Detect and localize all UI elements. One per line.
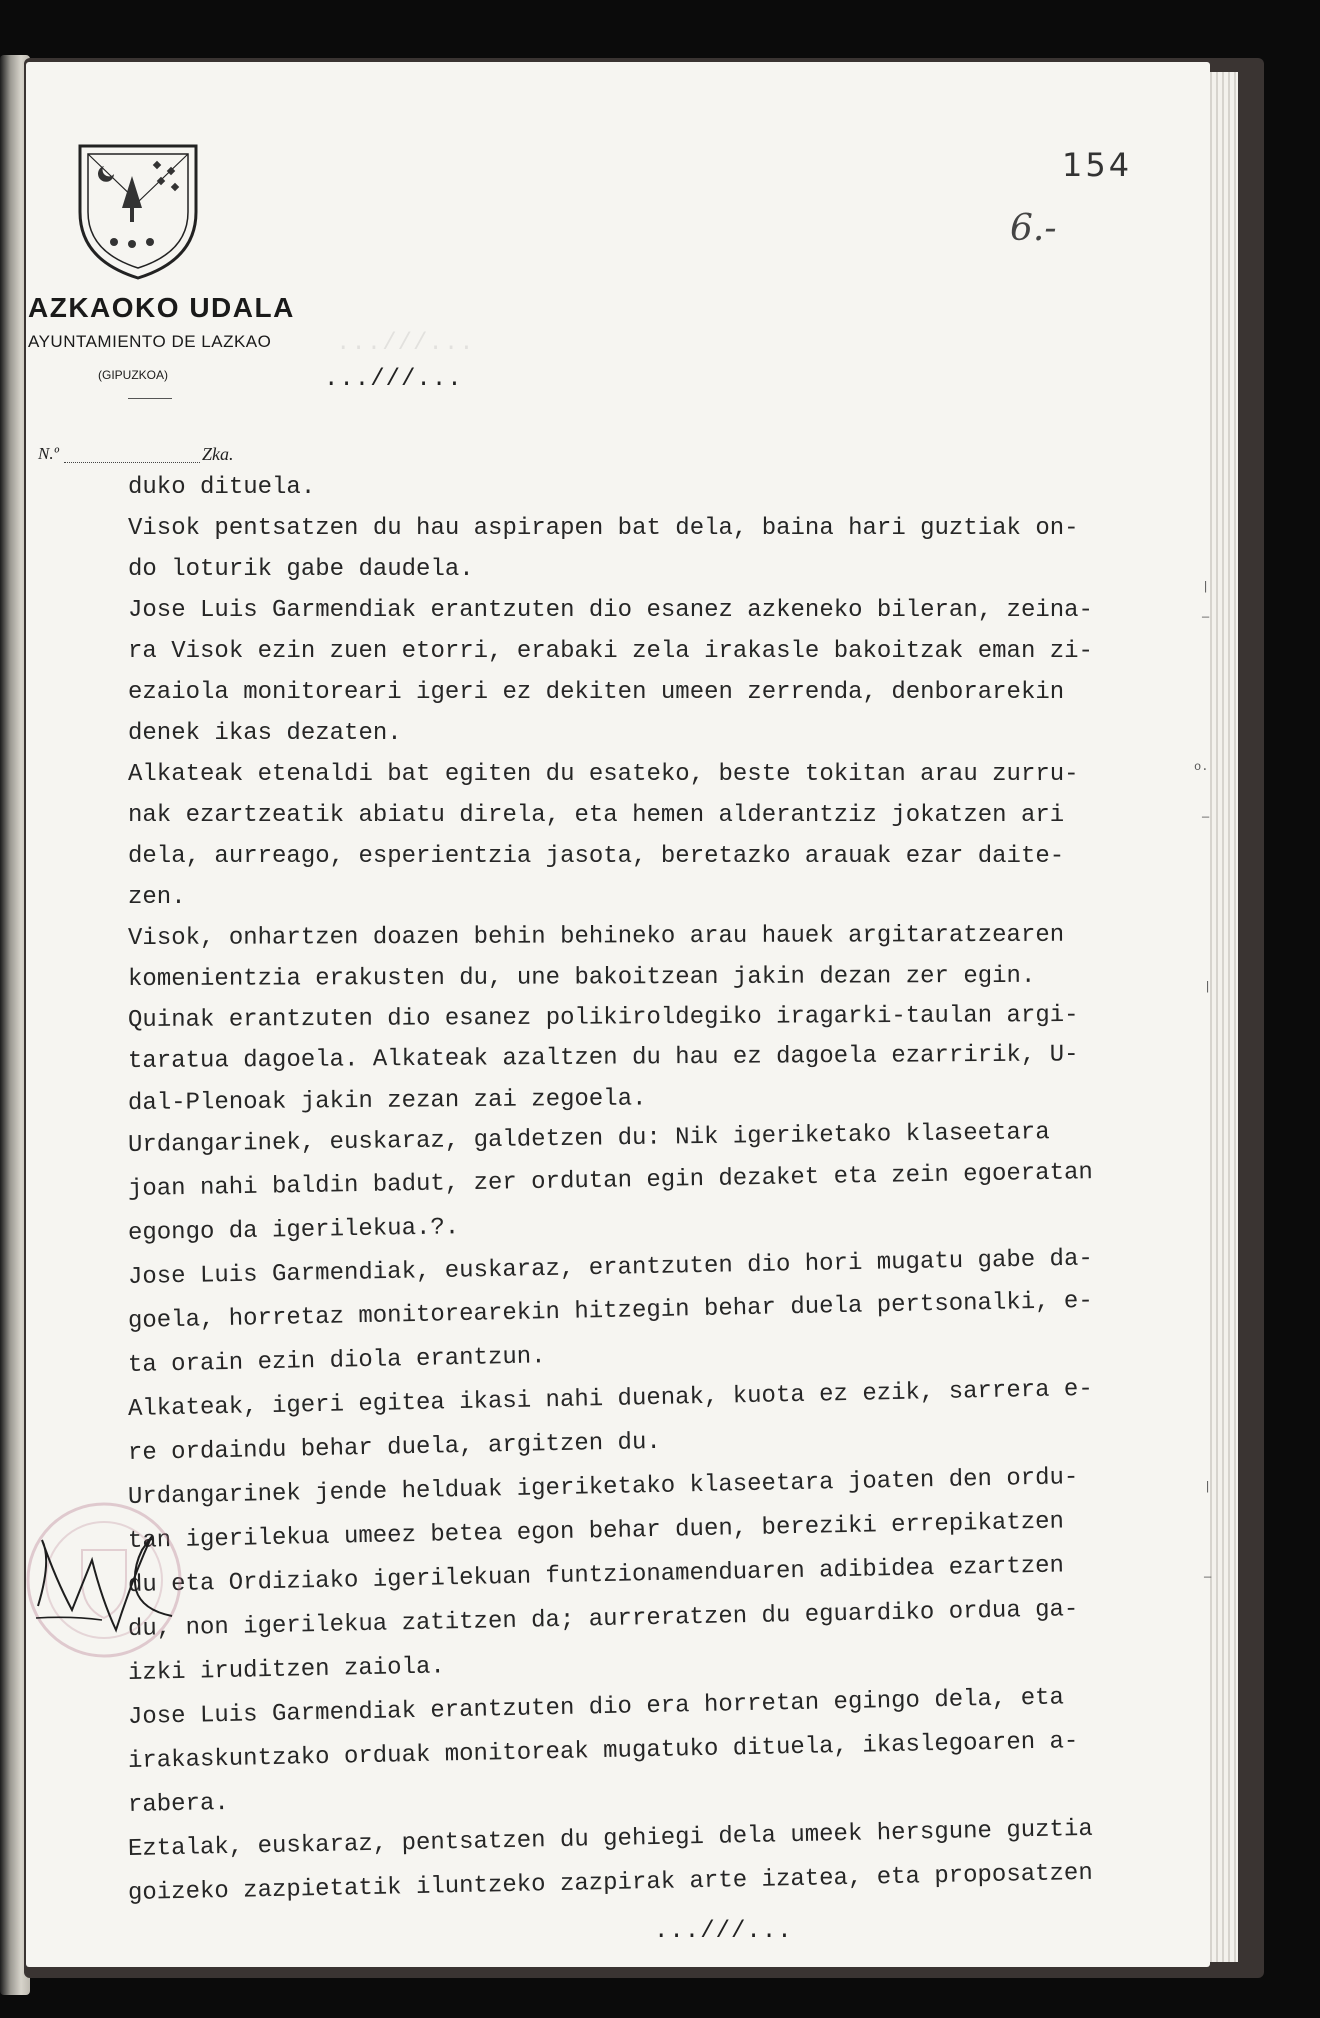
text-line: joan nahi baldin badut, zer ordutan egin dezaket eta zein egoeratan xyxy=(127,1159,1094,1203)
text-line: du eta Ordiziako igerilekuan funtzionamenduaren adibidea ezartzen xyxy=(127,1552,1065,1599)
continuation-mark-top: ...///... xyxy=(324,366,463,393)
org-subtitle: AYUNTAMIENTO DE LAZKAO xyxy=(28,332,272,351)
text-line: ta orain ezin diola erantzun. xyxy=(127,1343,546,1379)
text-line: ra Visok ezin zuen etorri, erabaki zela irakasle bakoitzak eman zi- xyxy=(128,638,1093,665)
text-line: Eztalak, euskaraz, pentsatzen du gehiegi dela umeek hersgune guztia xyxy=(127,1815,1094,1863)
org-divider xyxy=(128,398,172,399)
text-line: rabera. xyxy=(127,1789,230,1819)
zka-label: Zka. xyxy=(202,444,234,464)
bleed-through-mark: ...///... xyxy=(336,330,475,357)
text-line: tan igerilekua umeez betea egon behar duen, bereziki errepikatzen xyxy=(127,1508,1065,1555)
text-line: Urdangarinek jende helduak igeriketako klaseetara joaten den ordu- xyxy=(127,1464,1079,1511)
text-line: ezaiola monitoreari igeri ez dekiten umeen zerrenda, denborarekin xyxy=(128,679,1065,706)
text-line: zen. xyxy=(128,884,186,911)
page-number: 154 xyxy=(1062,146,1133,184)
org-province: (GIPUZKOA) xyxy=(98,368,169,382)
number-label: N.º xyxy=(38,444,59,463)
text-line: Jose Luis Garmendiak erantzuten dio esanez azkeneko bileran, zeina- xyxy=(128,597,1093,624)
text-line: re ordaindu behar duela, argitzen du. xyxy=(127,1428,662,1467)
text-line: izki iruditzen zaiola. xyxy=(127,1653,446,1687)
handwritten-signature xyxy=(32,1520,182,1650)
text-line: Visok, onhartzen doazen behin behineko arau hauek argitaratzearen xyxy=(127,921,1065,952)
text-line: komenientzia erakusten du, une bakoitzean jakin dezan zer egin. xyxy=(127,962,1036,993)
text-line: egongo da igerilekua.?. xyxy=(127,1214,460,1247)
text-line: Urdangarinek, euskaraz, galdetzen du: Nik igeriketako klaseetara xyxy=(127,1119,1050,1159)
text-line: taratua dagoela. Alkateak azaltzen du hau ez dagoela ezarririk, U- xyxy=(127,1041,1079,1075)
text-line: Alkateak etenaldi bat egiten du esateko, beste tokitan arau zurru- xyxy=(128,761,1079,788)
text-line: goizeko zazpietatik iluntzeko zazpirak arte izatea, eta proposatzen xyxy=(127,1859,1094,1907)
text-line: Jose Luis Garmendiak, euskaraz, erantzuten dio hori mugatu gabe da- xyxy=(127,1245,1094,1291)
text-line: do loturik gabe daudela. xyxy=(128,556,474,583)
number-dotted-line xyxy=(64,462,200,463)
text-line: dal-Plenoak jakin zezan zai zegoela. xyxy=(127,1085,647,1117)
text-line: Alkateak, igeri egitea ikasi nahi duenak, kuota ez ezik, sarrera e- xyxy=(127,1375,1094,1423)
text-line: irakaskuntzako orduak monitoreak mugatuko dituela, ikaslegoaren a- xyxy=(127,1728,1079,1775)
text-line: Jose Luis Garmendiak erantzuten dio era horretan egingo dela, eta xyxy=(127,1684,1065,1731)
handwritten-number: 6.- xyxy=(1010,208,1057,249)
text-line: duko dituela. xyxy=(128,474,316,501)
text-line: nak ezartzeatik abiatu direla, eta hemen alderantziz jokatzen ari xyxy=(128,802,1065,829)
coat-of-arms-logo xyxy=(76,142,200,282)
margin-marks: | — o. — | | — xyxy=(1194,580,1212,1584)
text-line: dela, aurreago, esperientzia jasota, beretazko arauak ezar daite- xyxy=(128,843,1065,870)
text-line: Visok pentsatzen du hau aspirapen bat dela, baina hari guztiak on- xyxy=(128,515,1079,542)
continuation-mark-bottom: ...///... xyxy=(654,1918,793,1945)
text-line: du, non igerilekua zatitzen da; aurreratzen du eguardiko ordua ga- xyxy=(127,1596,1079,1643)
text-line: goela, horretaz monitorearekin hitzegin behar duela pertsonalki, e- xyxy=(127,1287,1094,1335)
org-name: AZKAOKO UDALA xyxy=(28,292,295,323)
text-line: denek ikas dezaten. xyxy=(128,720,402,747)
text-line: Quinak erantzuten dio esanez polikiroldegiko iragarki-taulan argi- xyxy=(127,1002,1079,1034)
